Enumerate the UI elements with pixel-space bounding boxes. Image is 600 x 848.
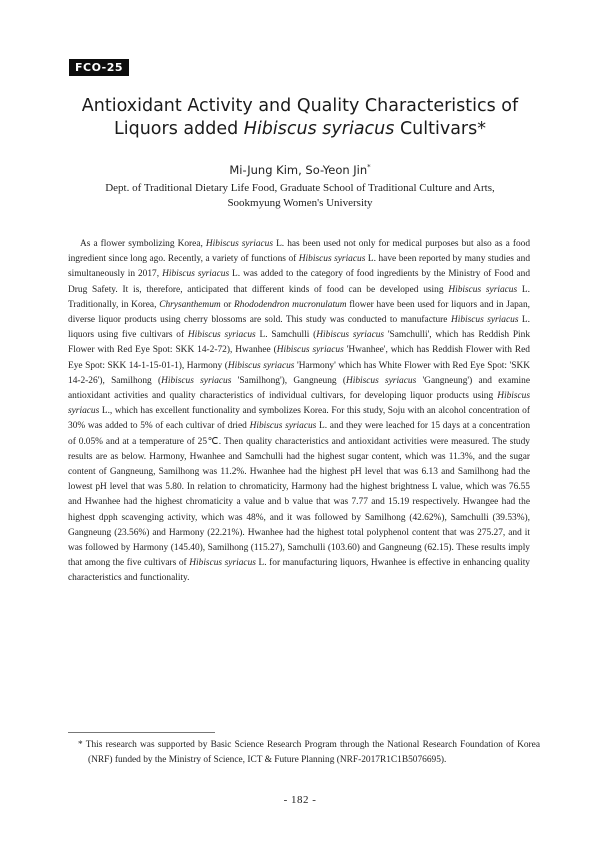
abstract-text-run: L. liquors using five cultivars of bbox=[68, 315, 531, 341]
session-code-badge: FCO-25 bbox=[69, 59, 129, 76]
author-names: Mi-Jung Kim, So-Yeon Jin bbox=[229, 163, 368, 177]
abstract-italic-term: Hibiscus syriacus bbox=[316, 330, 385, 341]
abstract-body bbox=[68, 237, 530, 587]
abstract-italic-term: Hibiscus syriacus bbox=[189, 558, 256, 569]
abstract-text-run: L. Samchulli ( bbox=[255, 330, 317, 341]
affiliation-line-2: Sookmyung Women's University bbox=[227, 197, 373, 209]
abstract-text-run: 'Gangneung') and examine antioxidant activities and quality characteristics of individual cultivars, for developing liquor products using bbox=[68, 375, 530, 402]
abstract-italic-term: Hibiscus syriacus bbox=[249, 421, 317, 432]
affiliation-line-1: Dept. of Traditional Dietary Life Food, Graduate School of Traditional Culture and Arts, bbox=[105, 182, 495, 194]
paper-title bbox=[40, 95, 560, 141]
abstract-text-run: flower have been used for liquors and in Japan, diverse liquor products using cherry blossoms are sold. This study was conducted to manufacture bbox=[68, 299, 530, 326]
abstract-italic-term: Hibiscus syriacus bbox=[227, 360, 295, 371]
title-line-1: Antioxidant Activity and Quality Characteristics of bbox=[81, 96, 519, 116]
abstract-italic-term: Hibiscus syriacus bbox=[298, 254, 366, 265]
title-line-2-prefix: Liquors added bbox=[114, 119, 244, 139]
footnote-divider bbox=[68, 732, 215, 733]
page-number: - 182 - bbox=[283, 794, 317, 806]
abstract-italic-term: Hibiscus syriacus bbox=[68, 391, 530, 417]
abstract-text-run: L. Traditionally, in Korea, bbox=[68, 284, 530, 310]
corresponding-author-mark: * bbox=[367, 163, 371, 172]
abstract-italic-term: Chrysanthemum bbox=[159, 299, 221, 310]
abstract-text-run: 'Samchulli', which has Reddish Pink Flower with Red Eye Spot: SKK 14-2-72), Hwanhee ( bbox=[68, 330, 531, 356]
abstract-italic-term: Hibiscus syriacus bbox=[162, 269, 230, 280]
abstract-italic-term: Hibiscus syriacus bbox=[161, 375, 232, 386]
abstract-text-run: L. was added to the category of food ingredients by the Ministry of Food and Drug Safety. It is, therefore, anticipated that different kinds of food can be developed using bbox=[68, 269, 531, 295]
abstract-text-run: 'Samilhong'), Gangneung ( bbox=[231, 375, 346, 386]
title-line-2-suffix: Cultivars* bbox=[394, 119, 486, 139]
title-line-2 bbox=[40, 118, 560, 141]
author-list bbox=[0, 163, 600, 177]
abstract-text-run: L. and they were leached for 15 days at a concentration of 0.05% and at a temperature of 25℃. Then quality characteristics and antioxidant activities were measured. The study results are as below. Harmony, Hwanhee and Samchulli had the highest sugar content, which was 11.3%, and the sugar content of Gangneung, Samilhong was 11.2%. Hwanhee had the highest pH level that was 6.13 and Samilhong had the lowest pH level that was 5.80. In relation to chromaticity, Harmony had the highest brightness L value, which was 76.55 and Hwanhee had the highest chromaticity a value and b value that was 7.77 and 15.19 respectively. Hwangee had the highest dpph scavenging activity, which was 48%, and it was followed by Samilhong (42.62%), Samchulli (39.53%), Gangneung (23.56%) and Harmony (22.21%). Hwanhee had the highest total polyphenol content that was 275.27, and it was followed by Harmony (145.40), Samilhong (115.27), Samchulli (103.60) and Gangneung (62.15). These results imply that among the five cultivars of bbox=[68, 421, 531, 569]
abstract-text-run: L., which has excellent functionality and symbolizes Korea. For this study, Soju with an alcohol concentration of 30% was added to 5% of each cultivar of dried bbox=[68, 406, 530, 432]
abstract-text-run: or bbox=[220, 299, 235, 310]
abstract-italic-term: Hibiscus syriacus bbox=[276, 345, 344, 356]
abstract-italic-term: Hibiscus syriacus bbox=[450, 315, 519, 326]
abstract-text-run: 'Harmony' which has White Flower with Red Eye Spot: 'SKK 14-2-26'), Samilhong ( bbox=[68, 360, 530, 386]
abstract-text-run: L. have been reported by many studies and simultaneously in 2017, bbox=[68, 254, 531, 280]
abstract-italic-term: Hibiscus syriacus bbox=[187, 330, 256, 341]
funding-footnote: * This research was supported by Basic Science Research Program through the National Research Foundation of Korea (NRF) funded by the Ministry of Science, ICT & Future Planning (NRF-2017R1C1B5076695). bbox=[78, 740, 540, 765]
abstract-italic-term: Hibiscus syriacus bbox=[345, 375, 417, 386]
abstract-italic-term: Hibiscus syriacus bbox=[205, 239, 274, 249]
abstract-text-run: As a flower symbolizing Korea, bbox=[80, 239, 206, 249]
title-species-name: Hibiscus syriacus bbox=[243, 119, 395, 139]
abstract-text-run: L. has been used not only for medical purposes but also as a food ingredient since long ago. Recently, a variety of functions of bbox=[68, 239, 531, 265]
abstract-italic-term: Hibiscus syriacus bbox=[448, 284, 518, 295]
abstract-italic-term: Rhododendron mucronulatum bbox=[234, 299, 347, 310]
abstract-text-run: L. for manufacturing liquors, Hwanhee is effective in enhancing quality characteristics and functionality. bbox=[68, 558, 530, 584]
abstract-text-run: 'Hwanhee', which has Reddish Flower with Red Eye Spot: SKK 14-1-15-01-1), Harmony ( bbox=[68, 345, 530, 371]
affiliation bbox=[60, 181, 540, 211]
